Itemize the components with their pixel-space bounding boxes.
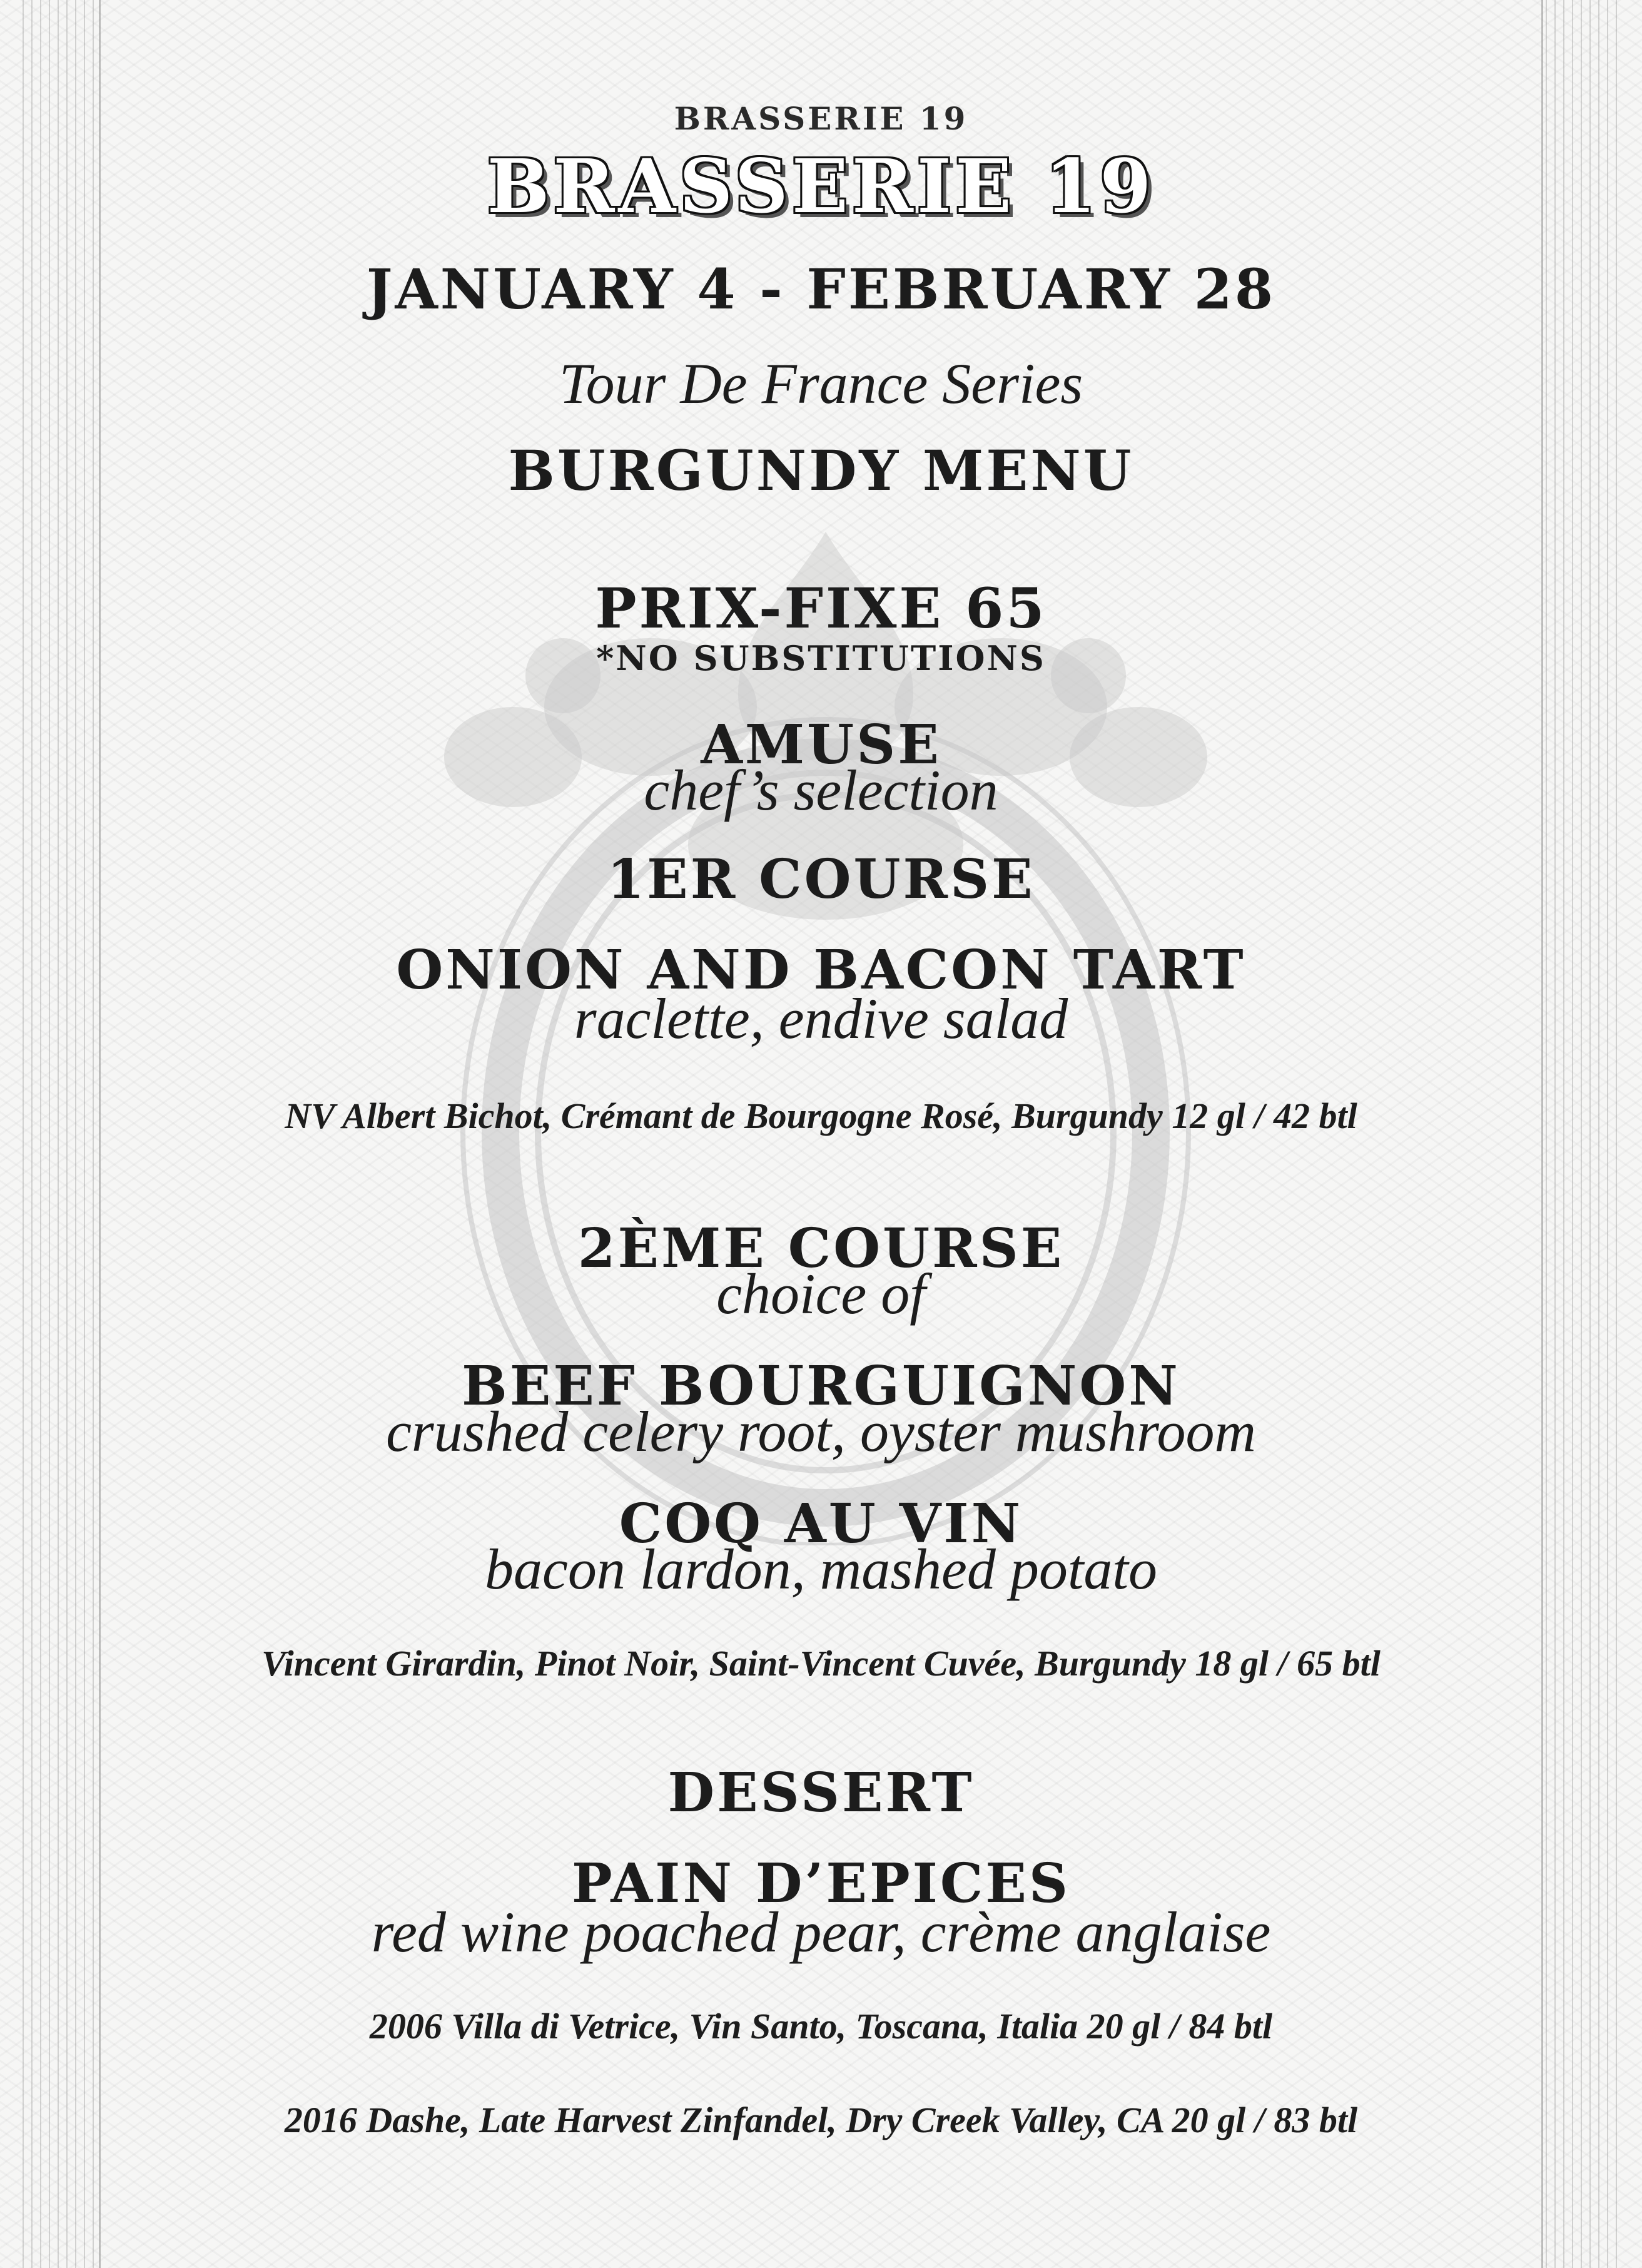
left-border-pattern <box>23 0 96 2268</box>
first-course-wine: NV Albert Bichot, Crémant de Bourgogne Rosé, Burgundy 12 gl / 42 btl <box>285 1096 1357 1136</box>
menu-title: BURGUNDY MENU <box>508 438 1134 503</box>
second-course-dish-description: crushed celery root, oyster mushroom <box>386 1400 1256 1463</box>
first-course-dish: ONION AND BACON TART <box>396 938 1246 1002</box>
prix-fixe-title: PRIX-FIXE 65 <box>595 576 1047 641</box>
dessert-wine: 2006 Villa di Vetrice, Vin Santo, Toscana, Italia 20 gl / 84 btl <box>369 2006 1273 2047</box>
menu-content <box>113 0 1529 2268</box>
right-border-line <box>1541 0 1543 2268</box>
first-course-description: raclette, endive salad <box>574 987 1068 1050</box>
series-title: Tour De France Series <box>559 352 1083 415</box>
amuse-description: chef’s selection <box>644 758 998 822</box>
second-course-wine: Vincent Girardin, Pinot Noir, Saint-Vincent Cuvée, Burgundy 18 gl / 65 btl <box>261 1643 1381 1684</box>
amuse-title: AMUSE <box>701 713 941 776</box>
first-course-title: 1ER COURSE <box>607 848 1035 911</box>
brand-large-logo: BRASSERIE 19 <box>487 143 1155 230</box>
second-course-dish: BEEF BOURGUIGNON <box>462 1355 1180 1418</box>
dessert-wine: 2016 Dashe, Late Harvest Zinfandel, Dry Creek Valley, CA 20 gl / 83 btl <box>284 2100 1358 2140</box>
dessert-title: DESSERT <box>667 1761 975 1824</box>
dessert-description: red wine poached pear, crème anglaise <box>371 1900 1271 1964</box>
second-course-note: choice of <box>716 1262 926 1326</box>
second-course-title: 2ÈME COURSE <box>577 1217 1065 1280</box>
dessert-dish: PAIN D’EPICES <box>572 1852 1070 1915</box>
no-substitutions-note: *NO SUBSTITUTIONS <box>596 638 1046 678</box>
second-course-dish: COQ AU VIN <box>619 1492 1023 1555</box>
second-course-dish-description: bacon lardon, mashed potato <box>485 1537 1157 1601</box>
brand-small-logo: BRASSERIE 19 <box>674 100 968 137</box>
right-border-pattern <box>1546 0 1619 2268</box>
left-border-line <box>99 0 101 2268</box>
date-range: JANUARY 4 - FEBRUARY 28 <box>366 257 1276 322</box>
